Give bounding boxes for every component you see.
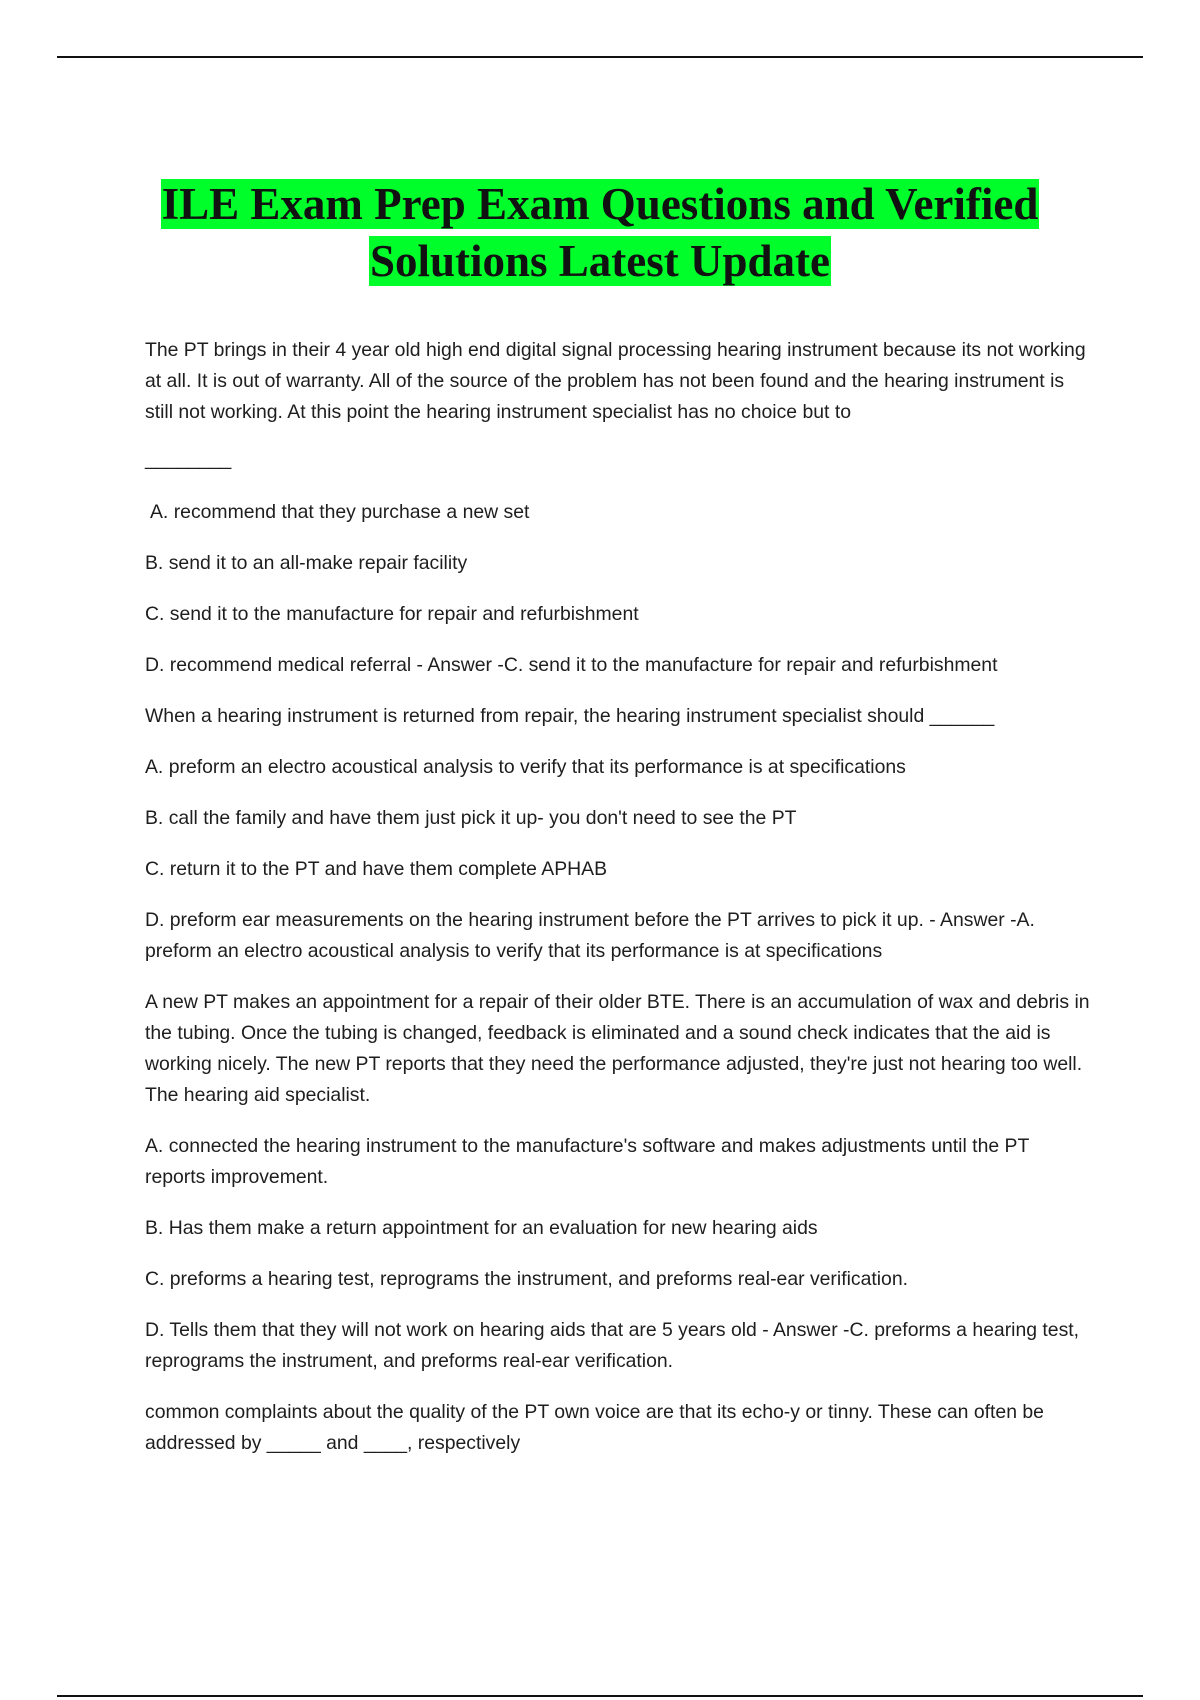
question-1-option-c: C. send it to the manufacture for repair and refurbishment xyxy=(145,603,639,625)
title-line-1: ILE Exam Prep Exam Questions and Verified xyxy=(161,179,1039,230)
footer-rule xyxy=(57,1695,1143,1697)
document-body xyxy=(145,335,1090,1479)
question-1-stem: The PT brings in their 4 year old high end digital signal processing hearing instrument because its not working at all. It is out of warranty. All of the source of the problem has not been found and the hearing instrument is still not working. At this point the hearing instrument specialist has no choice but to xyxy=(145,339,1086,423)
question-1-option-a: A. recommend that they purchase a new set xyxy=(150,501,530,523)
question-3-option-d-answer: D. Tells them that they will not work on hearing aids that are 5 years old - Answer -C. preforms a hearing test, reprograms the instrument, and preforms real-ear verification. xyxy=(145,1319,1080,1372)
title-line-2: Solutions Latest Update xyxy=(369,236,831,287)
document-title xyxy=(0,176,1200,290)
question-3-option-b: B. Has them make a return appointment for an evaluation for new hearing aids xyxy=(145,1217,818,1239)
question-3-stem: A new PT makes an appointment for a repair of their older BTE. There is an accumulation of wax and debris in the tubing. Once the tubing is changed, feedback is eliminated and a sound check indicates that the aid is working nicely. The new PT reports that they need the performance adjusted, they're just not hearing too well. The hearing aid specialist. xyxy=(145,991,1090,1106)
question-2-stem: When a hearing instrument is returned from repair, the hearing instrument specialist should ______ xyxy=(145,705,995,727)
question-2-option-d-answer: D. preform ear measurements on the hearing instrument before the PT arrives to pick it up. - Answer -A. preform an electro acoustical analysis to verify that its performance is at specifications xyxy=(145,909,1035,962)
question-1-option-b: B. send it to an all-make repair facility xyxy=(145,552,468,574)
question-2-option-a: A. preform an electro acoustical analysis to verify that its performance is at specifications xyxy=(145,756,906,778)
question-3-option-c: C. preforms a hearing test, reprograms the instrument, and preforms real-ear verification. xyxy=(145,1268,909,1290)
question-1-blank: ________ xyxy=(145,448,232,470)
question-2-option-c: C. return it to the PT and have them complete APHAB xyxy=(145,858,608,880)
question-2-option-b: B. call the family and have them just pick it up- you don't need to see the PT xyxy=(145,807,797,829)
question-1-option-d-answer: D. recommend medical referral - Answer -C. send it to the manufacture for repair and refurbishment xyxy=(145,654,998,676)
question-3-option-a: A. connected the hearing instrument to the manufacture's software and makes adjustments until the PT reports improvement. xyxy=(145,1135,1029,1188)
header-rule xyxy=(57,56,1143,58)
question-4-stem: common complaints about the quality of the PT own voice are that its echo-y or tinny. These can often be addressed by _____ and ____, respectively xyxy=(145,1401,1044,1454)
